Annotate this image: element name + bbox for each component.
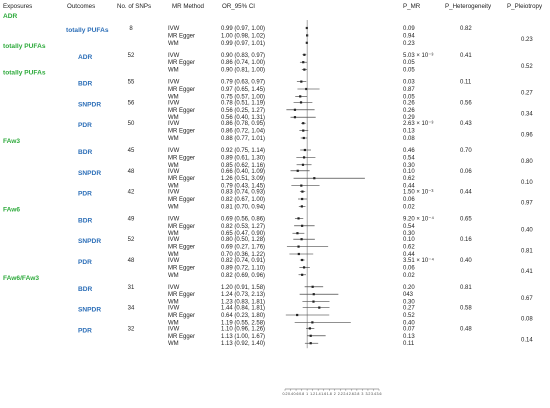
p-heterogeneity-value: 0.16	[460, 237, 472, 244]
outcome-label: SNPDR	[78, 169, 102, 177]
or-ci-text: 0.82 (0.69, 0.96)	[221, 272, 266, 279]
or-ci-text: 0.65 (0.47, 0.90)	[221, 231, 266, 238]
snp-count: 8	[129, 26, 133, 32]
point-estimate	[306, 27, 308, 29]
p-mr-value: 0.10	[403, 237, 415, 244]
or-ci-text: 1.00 (0.98, 1.02)	[221, 33, 266, 40]
x-tick-label: 2.2	[337, 392, 343, 396]
p-pleiotropy-value: 0.40	[521, 227, 533, 234]
outcome-label: BDR	[78, 149, 93, 156]
mr-method-label: WM	[168, 341, 179, 348]
p-mr-value: 0.94	[403, 33, 415, 40]
header-outcomes: Outcomes	[67, 3, 96, 10]
p-mr-value: 0.13	[403, 128, 415, 135]
mr-method-label: MR Egger	[168, 223, 196, 230]
p-mr-value: 0.11	[403, 341, 415, 348]
or-ci-text: 0.92 (0.75, 1.14)	[221, 148, 266, 154]
mr-method-label: WM	[168, 136, 179, 142]
p-mr-value: 0.23	[403, 40, 415, 47]
or-ci-text: 0.90 (0.83, 0.97)	[221, 52, 266, 59]
p-mr-value: 0.06	[403, 197, 415, 203]
point-estimate	[299, 95, 301, 97]
group-block	[3, 13, 533, 47]
mr-method-label: IVW	[168, 326, 180, 333]
point-estimate	[303, 69, 305, 71]
point-estimate	[300, 185, 302, 187]
x-tick-label: 0.8	[299, 392, 305, 396]
p-mr-value: 0.07	[403, 326, 415, 333]
point-estimate	[303, 156, 305, 158]
p-mr-value: 0.05	[403, 67, 415, 74]
point-estimate	[297, 170, 299, 172]
outcome-label: SNPDR	[78, 238, 102, 246]
header-p-mr: P_MR	[403, 3, 421, 10]
point-estimate	[303, 266, 305, 268]
snp-count: 56	[127, 100, 135, 107]
p-pleiotropy-value: 0.34	[521, 111, 533, 118]
p-mr-value: 0.02	[403, 204, 415, 211]
group-block	[78, 169, 533, 190]
group-block	[78, 237, 533, 258]
header-or-ci: OR_95% CI	[222, 3, 256, 10]
snp-count: 34	[127, 305, 135, 312]
x-tick-label: 2.6	[348, 392, 354, 396]
mr-method-label: MR Egger	[168, 313, 196, 319]
or-ci-text: 0.78 (0.51, 1.19)	[221, 100, 266, 107]
p-mr-value: 0.02	[403, 272, 415, 279]
p-mr-value: 0.03	[403, 79, 415, 86]
p-mr-value: 0.10	[403, 168, 415, 175]
p-pleiotropy-value: 0.08	[521, 316, 533, 323]
point-estimate	[296, 314, 298, 316]
snp-count: 45	[127, 148, 135, 154]
p-heterogeneity-value: 0.56	[460, 100, 472, 107]
or-ci-text: 0.81 (0.70, 0.94)	[221, 204, 266, 211]
p-heterogeneity-value: 0.48	[460, 326, 472, 333]
mr-method-label: WM	[168, 183, 179, 190]
snp-count: 32	[127, 326, 135, 333]
mr-method-label: WM	[168, 320, 179, 327]
snp-count: 49	[127, 216, 135, 223]
p-heterogeneity-value: 0.82	[460, 26, 472, 32]
or-ci-text: 0.85 (0.62, 1.16)	[221, 162, 266, 169]
p-mr-value: 0.54	[403, 223, 415, 230]
point-estimate	[296, 232, 298, 234]
or-ci-text: 0.86 (0.74, 1.00)	[221, 60, 266, 67]
mr-method-label: IVW	[168, 100, 180, 107]
mr-method-label: IVW	[168, 258, 180, 264]
x-tick-label: 1.4	[315, 392, 321, 396]
rows-layer	[3, 13, 533, 347]
mr-method-label: IVW	[168, 216, 180, 223]
snp-count: 50	[127, 121, 135, 128]
or-ci-text: 0.90 (0.81, 1.00)	[221, 67, 266, 74]
mr-method-label: WM	[168, 299, 179, 306]
exposure-label: totally PUFAs	[3, 42, 46, 50]
mr-method-label: IVW	[168, 305, 180, 312]
mr-method-label: WM	[168, 231, 179, 238]
or-ci-text: 0.69 (0.56, 0.86)	[221, 216, 266, 223]
x-tick-label: 1	[306, 392, 309, 396]
p-mr-value: 0.09	[403, 26, 415, 32]
or-ci-text: 1.44 (0.84, 1.81)	[221, 305, 266, 312]
p-mr-value: 0.20	[403, 284, 415, 291]
x-tick-label: 2.4	[343, 392, 349, 396]
mr-method-label: IVW	[168, 237, 180, 244]
point-estimate	[300, 238, 302, 240]
p-heterogeneity-value: 0.41	[460, 52, 472, 59]
mr-method-label: MR Egger	[168, 107, 196, 114]
p-pleiotropy-value: 0.81	[521, 248, 533, 255]
p-mr-value: 0.62	[403, 244, 415, 251]
point-estimate	[294, 109, 296, 111]
p-mr-value: 1.50 × 10⁻³	[403, 189, 434, 196]
point-estimate	[312, 301, 314, 303]
point-estimate	[301, 274, 303, 276]
p-pleiotropy-value: 0.41	[521, 269, 533, 276]
mr-method-label: MR Egger	[168, 155, 196, 162]
or-ci-text: 0.66 (0.40, 1.09)	[221, 168, 266, 175]
p-pleiotropy-value: 0.14	[521, 337, 533, 344]
snp-count: 48	[127, 258, 135, 264]
or-ci-text: 1.23 (0.83, 1.81)	[221, 299, 266, 306]
header-p-pleiotropy: P_Pleiotropy	[507, 3, 543, 10]
point-estimate	[304, 149, 306, 151]
p-mr-value: 0.13	[403, 333, 415, 340]
point-estimate	[303, 137, 305, 139]
point-estimate	[301, 259, 303, 261]
mr-method-label: IVW	[168, 148, 180, 154]
or-ci-text: 0.89 (0.61, 1.30)	[221, 155, 266, 162]
mr-method-label: IVW	[168, 121, 180, 128]
group-block	[78, 121, 533, 142]
snp-count: 52	[127, 52, 135, 59]
mr-method-label: IVW	[168, 79, 180, 86]
snp-count: 52	[127, 237, 135, 244]
mr-method-label: IVW	[168, 52, 180, 59]
x-axis	[283, 20, 382, 396]
p-mr-value: 0.44	[403, 183, 415, 190]
snp-count: 55	[127, 79, 135, 86]
p-heterogeneity-value: 0.11	[460, 79, 472, 86]
exposure-label: totally PUFAs	[3, 69, 46, 77]
or-ci-text: 0.56 (0.25, 1.27)	[221, 107, 266, 114]
point-estimate	[302, 122, 304, 124]
snp-count: 42	[127, 189, 135, 196]
or-ci-text: 0.64 (0.23, 1.80)	[221, 313, 266, 319]
p-pleiotropy-value: 0.27	[521, 90, 533, 97]
outcome-label: BDR	[78, 285, 93, 293]
header-snps: No. of SNPs	[117, 3, 152, 10]
x-tick-label: 0.4	[288, 392, 294, 396]
or-ci-text: 0.70 (0.36, 1.22)	[221, 252, 266, 258]
outcome-label: PDR	[78, 327, 92, 335]
point-estimate	[302, 130, 304, 132]
outcome-label: BDR	[78, 80, 93, 88]
mr-method-label: MR Egger	[168, 265, 196, 272]
p-mr-value: 0.54	[403, 155, 415, 162]
x-tick-label: 1.2	[310, 392, 316, 396]
p-mr-value: 0.52	[403, 313, 415, 319]
point-estimate	[301, 225, 303, 227]
mr-method-label: WM	[168, 40, 179, 47]
or-ci-text: 0.79 (0.63, 0.97)	[221, 79, 266, 86]
p-heterogeneity-value: 0.70	[460, 148, 472, 154]
x-tick-label: 1.8	[326, 392, 332, 396]
p-mr-value: 0.30	[403, 162, 415, 169]
x-tick-label: 2.8	[354, 392, 360, 396]
point-estimate	[300, 81, 302, 83]
p-mr-value: 0.44	[403, 252, 415, 258]
p-pleiotropy-value: 0.97	[521, 200, 533, 207]
p-mr-value: 0.05	[403, 60, 415, 67]
group-block	[78, 257, 533, 279]
mr-method-label: IVW	[168, 189, 180, 196]
or-ci-text: 0.56 (0.40, 1.31)	[221, 115, 266, 122]
p-mr-value: 0.26	[403, 100, 415, 107]
mr-method-label: MR Egger	[168, 197, 196, 203]
p-mr-value: 0.30	[403, 231, 415, 238]
point-estimate	[310, 342, 312, 344]
header-p-heterogeneity: P_Heterogeneity	[445, 3, 492, 10]
p-heterogeneity-value: 0.43	[460, 121, 472, 128]
x-tick-label: 3.2	[365, 392, 371, 396]
or-ci-text: 1.19 (0.55, 2.58)	[221, 320, 266, 327]
or-ci-text: 0.69 (0.27, 1.76)	[221, 244, 266, 251]
p-mr-value: 2.63 × 10⁻³	[403, 121, 434, 128]
p-mr-value: 0.05	[403, 94, 415, 101]
or-ci-text: 0.99 (0.97, 1.01)	[221, 40, 266, 47]
mr-method-label: MR Egger	[168, 292, 196, 299]
p-heterogeneity-value: 0.65	[460, 216, 472, 223]
p-pleiotropy-value: 0.80	[521, 159, 533, 166]
x-tick-label: 0.6	[293, 392, 299, 396]
mr-method-label: WM	[168, 162, 179, 169]
exposure-label: FAw6/FAw3	[3, 274, 40, 282]
point-estimate	[294, 116, 296, 118]
exposure-label: FAw6	[3, 206, 21, 214]
outcome-label: PDR	[78, 122, 92, 130]
p-mr-value: 0.29	[403, 115, 415, 122]
point-estimate	[301, 205, 303, 207]
p-pleiotropy-value: 0.52	[521, 63, 533, 70]
or-ci-text: 0.99 (0.97, 1.00)	[221, 26, 266, 32]
point-estimate	[306, 42, 308, 44]
p-heterogeneity-value: 0.40	[460, 258, 472, 264]
p-heterogeneity-value: 0.81	[460, 284, 472, 291]
group-block	[3, 67, 533, 101]
mr-method-label: IVW	[168, 168, 180, 175]
p-pleiotropy-value: 0.23	[521, 37, 533, 44]
point-estimate	[310, 335, 312, 337]
outcome-label: SNPDR	[78, 306, 102, 314]
or-ci-text: 1.13 (1.00, 1.67)	[221, 333, 266, 340]
mr-method-label: MR Egger	[168, 87, 196, 93]
mr-method-label: WM	[168, 252, 179, 258]
or-ci-text: 0.82 (0.74, 0.91)	[221, 258, 266, 264]
point-estimate	[309, 327, 311, 329]
header-method: MR Method	[172, 3, 204, 10]
group-block	[78, 100, 533, 121]
p-mr-value: 3.51 × 10⁻⁴	[403, 258, 434, 264]
or-ci-text: 1.13 (0.92, 1.40)	[221, 341, 266, 348]
point-estimate	[311, 321, 313, 323]
mr-method-label: MR Egger	[168, 60, 196, 67]
snp-count: 31	[127, 284, 135, 291]
snp-count: 48	[127, 168, 135, 175]
p-heterogeneity-value: 0.58	[460, 305, 472, 312]
p-mr-value: 0.87	[403, 87, 415, 93]
p-mr-value: 0.26	[403, 107, 415, 114]
outcome-label: PDR	[78, 259, 92, 266]
or-ci-text: 0.86 (0.78, 0.95)	[221, 121, 266, 128]
or-ci-text: 0.88 (0.77, 1.01)	[221, 136, 266, 142]
x-tick-label: 3	[361, 392, 364, 396]
p-mr-value: 9.20 × 10⁻⁴	[403, 216, 434, 223]
x-tick-label: 2	[333, 392, 336, 396]
point-estimate	[312, 286, 314, 288]
mr-method-label: WM	[168, 115, 179, 122]
or-ci-text: 0.79 (0.43, 1.45)	[221, 183, 266, 190]
point-estimate	[302, 61, 304, 63]
or-ci-text: 0.75 (0.57, 1.00)	[221, 94, 266, 101]
outcome-label: PDR	[78, 190, 92, 198]
point-estimate	[302, 164, 304, 166]
point-estimate	[313, 293, 315, 295]
outcome-label: SNPDR	[78, 101, 102, 109]
p-mr-value: 043	[403, 292, 414, 299]
exposure-label: FAw3	[3, 138, 21, 145]
mr-method-label: MR Egger	[168, 33, 196, 40]
p-pleiotropy-value: 0.10	[521, 179, 533, 186]
point-estimate	[313, 177, 315, 179]
outcome-label: ADR	[78, 53, 93, 61]
or-ci-text: 1.24 (0.73, 2.13)	[221, 292, 266, 299]
point-estimate	[301, 198, 303, 200]
point-estimate	[300, 101, 302, 103]
outcome-label: totally PUFAs	[66, 27, 109, 34]
group-block	[78, 306, 533, 327]
mr-method-label: WM	[168, 94, 179, 101]
outcome-label: BDR	[78, 217, 93, 225]
group-block	[78, 190, 533, 211]
mr-method-label: IVW	[168, 284, 180, 291]
mr-method-label: WM	[168, 67, 179, 74]
p-mr-value: 0.40	[403, 320, 415, 327]
or-ci-text: 0.80 (0.50, 1.28)	[221, 237, 266, 244]
mr-method-label: MR Egger	[168, 128, 196, 135]
point-estimate	[318, 307, 320, 309]
mr-method-label: IVW	[168, 26, 180, 32]
p-pleiotropy-value: 0.96	[521, 132, 533, 139]
or-ci-text: 1.10 (0.96, 1.26)	[221, 326, 266, 333]
mr-method-label: MR Egger	[168, 244, 196, 251]
group-block	[3, 138, 533, 169]
point-estimate	[301, 191, 303, 193]
p-mr-value: 0.30	[403, 299, 415, 306]
p-mr-value: 0.46	[403, 148, 415, 154]
exposure-label: ADR	[3, 13, 18, 20]
p-pleiotropy-value: 0.67	[521, 295, 533, 302]
mr-method-label: MR Egger	[168, 333, 196, 340]
p-heterogeneity-value: 0.44	[460, 189, 472, 196]
or-ci-text: 0.82 (0.53, 1.27)	[221, 223, 266, 230]
mr-method-label: WM	[168, 204, 179, 211]
or-ci-text: 1.20 (0.91, 1.58)	[221, 284, 266, 291]
or-ci-text: 1.26 (0.51, 3.09)	[221, 176, 266, 183]
p-heterogeneity-value: 0.06	[460, 168, 472, 175]
or-ci-text: 0.89 (0.72, 1.10)	[221, 265, 266, 272]
x-tick-label: 0.2	[282, 392, 288, 396]
x-tick-label: 1.6	[321, 392, 327, 396]
mr-method-label: WM	[168, 272, 179, 279]
group-block	[3, 206, 533, 237]
or-ci-text: 0.82 (0.67, 1.00)	[221, 197, 266, 203]
p-mr-value: 0.08	[403, 136, 415, 142]
point-estimate	[297, 217, 299, 219]
or-ci-text: 0.83 (0.74, 0.93)	[221, 189, 266, 196]
p-mr-value: 0.62	[403, 176, 415, 183]
or-ci-text: 0.86 (0.72, 1.04)	[221, 128, 266, 135]
p-mr-value: 5.03 × 10⁻³	[403, 52, 434, 59]
or-ci-text: 0.97 (0.65, 1.45)	[221, 87, 266, 93]
x-tick-label: 3.4	[370, 392, 376, 396]
mr-method-label: MR Egger	[168, 176, 196, 183]
point-estimate	[298, 253, 300, 255]
header-exposures: Exposures	[3, 3, 33, 10]
p-mr-value: 0.27	[403, 305, 415, 312]
group-block	[78, 326, 533, 347]
x-tick-label: 3.6	[376, 392, 382, 396]
point-estimate	[297, 246, 299, 248]
point-estimate	[303, 54, 305, 56]
p-mr-value: 0.06	[403, 265, 415, 272]
